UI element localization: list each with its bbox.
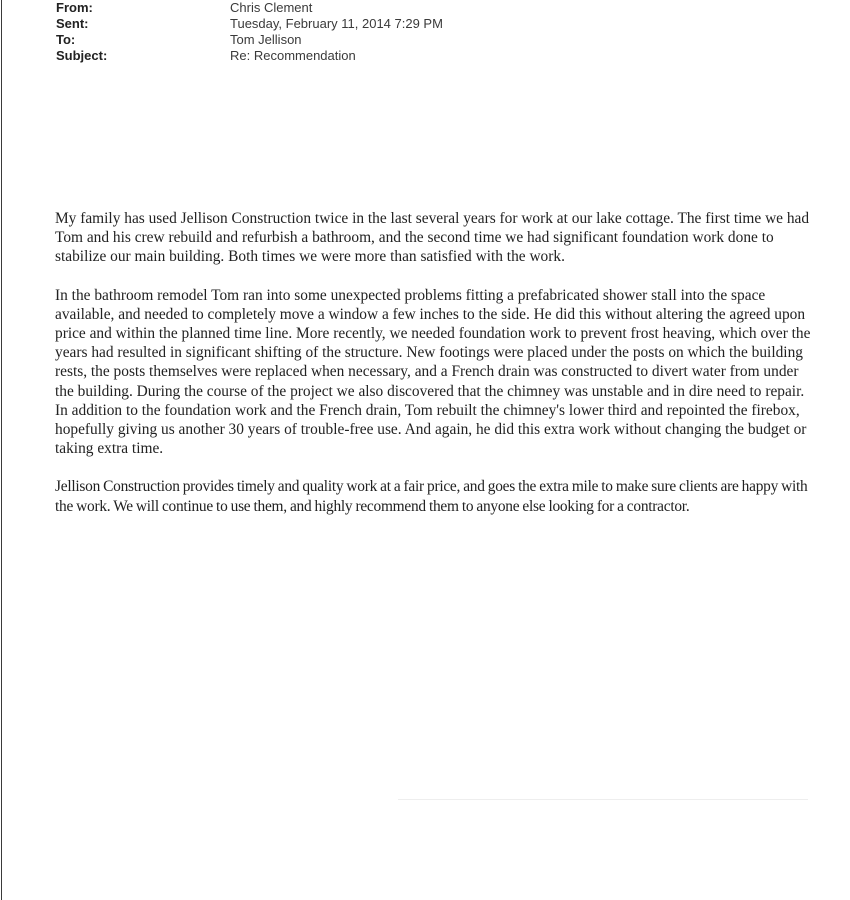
body-paragraph-3: Jellison Construction provides timely and quality work at a fair price, and goes the extra mile to make sure clients are happy with the work. We will continue to use them, and highly recommend them to anyone else looking for a contractor.: [55, 478, 808, 515]
body-paragraph-2: In the bathroom remodel Tom ran into some unexpected problems fitting a prefabricated shower stall into the space available, and needed to completely move a window a few inches to the side. He did this without altering the agreed upon price and within the planned time line. More recently, we needed foundation work to prevent frost heaving, which over the years had resulted in significant shifting of the structure. New footings were placed under the posts on which the building rests, the posts themselves were replaced when necessary, and a French drain was constructed to divert water from under the building. During the course of the project we also discovered that the chimney was unstable and in dire need to repair. In addition to the foundation work and the French drain, Tom rebuilt the chimney's lower third and repointed the firebox, hopefully giving us another 30 years of trouble-free use. And again, he did this extra work without changing the budget or taking extra time.: [55, 286, 811, 458]
email-header: [56, 0, 443, 64]
subject-value: Re: Recommendation: [230, 48, 356, 63]
faint-scan-line: [398, 799, 808, 800]
subject-label: Subject:: [56, 48, 108, 63]
sent-label: Sent:: [56, 16, 89, 31]
page-left-border: [1, 0, 2, 900]
header-row-sent: [56, 16, 443, 32]
header-row-to: [56, 32, 443, 48]
body-paragraph-1: My family has used Jellison Construction twice in the last several years for work at our lake cottage. The first time we had Tom and his crew rebuild and refurbish a bathroom, and the second time we had significant foundation work done to stabilize our main building. Both times we were more than satisfied with the work.: [55, 210, 810, 266]
header-row-from: [56, 0, 443, 16]
email-body: [55, 209, 815, 535]
sent-value: Tuesday, February 11, 2014 7:29 PM: [230, 16, 443, 31]
from-value: Chris Clement: [230, 0, 313, 15]
from-label: From:: [56, 0, 93, 15]
header-row-subject: [56, 48, 443, 64]
to-value: Tom Jellison: [230, 32, 302, 47]
to-label: To:: [56, 32, 76, 47]
